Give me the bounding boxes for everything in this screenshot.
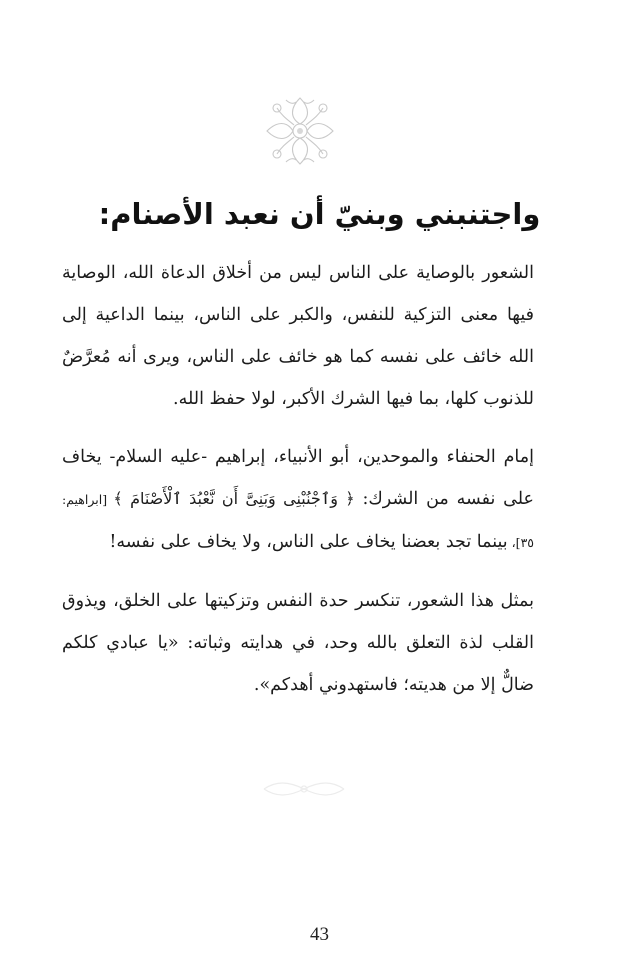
faded-ornament-icon bbox=[258, 778, 350, 800]
quran-verse: ﴿ وَٱجْنُبْنِى وَبَنِىَّ أَن نَّعْبُدَ ٱلْأَصْنَامَ ﴾ bbox=[113, 489, 355, 508]
verse-reference: [ابراهيم: ٣٥]، bbox=[62, 492, 534, 550]
section-title: واجتنبني وبنيّ أن نعبد الأصنام: bbox=[98, 197, 541, 231]
paragraph-guardianship: الشعور بالوصاية على الناس ليس من أخلاق الدعاة الله، الوصاية فيها معنى التزكية للنفس، والكبر على الناس، بينما الداعية إلى الله خائف على نفسه كما هو خائف على الناس، ويرى أنه مُعرَّضٌ للذنوب كلها، بما فيها الشرك الأكبر، لولا حفظ الله. bbox=[62, 263, 534, 409]
paragraph-ibrahim-intro: إمام الحنفاء والموحدين، أبو الأنبياء، إبراهيم -عليه السلام- يخاف على نفسه من الشرك: bbox=[62, 447, 534, 509]
page-number: 43 bbox=[310, 924, 329, 945]
paragraph-ibrahim bbox=[62, 436, 534, 564]
paragraph-ibrahim-conclusion: بينما تجد بعضنا يخاف على الناس، ولا يخاف على نفسه! bbox=[109, 532, 508, 552]
paragraph-feeling: بمثل هذا الشعور، تنكسر حدة النفس وتزكيتها على الخلق، ويذوق القلب لذة التعلق بالله وحد، في هدايته وثباته: «يا عبادي كلكم ضالٌّ إلا من هديته؛ فاستهدوني أهدكم». bbox=[62, 591, 534, 695]
floral-ornament-icon bbox=[260, 92, 340, 170]
